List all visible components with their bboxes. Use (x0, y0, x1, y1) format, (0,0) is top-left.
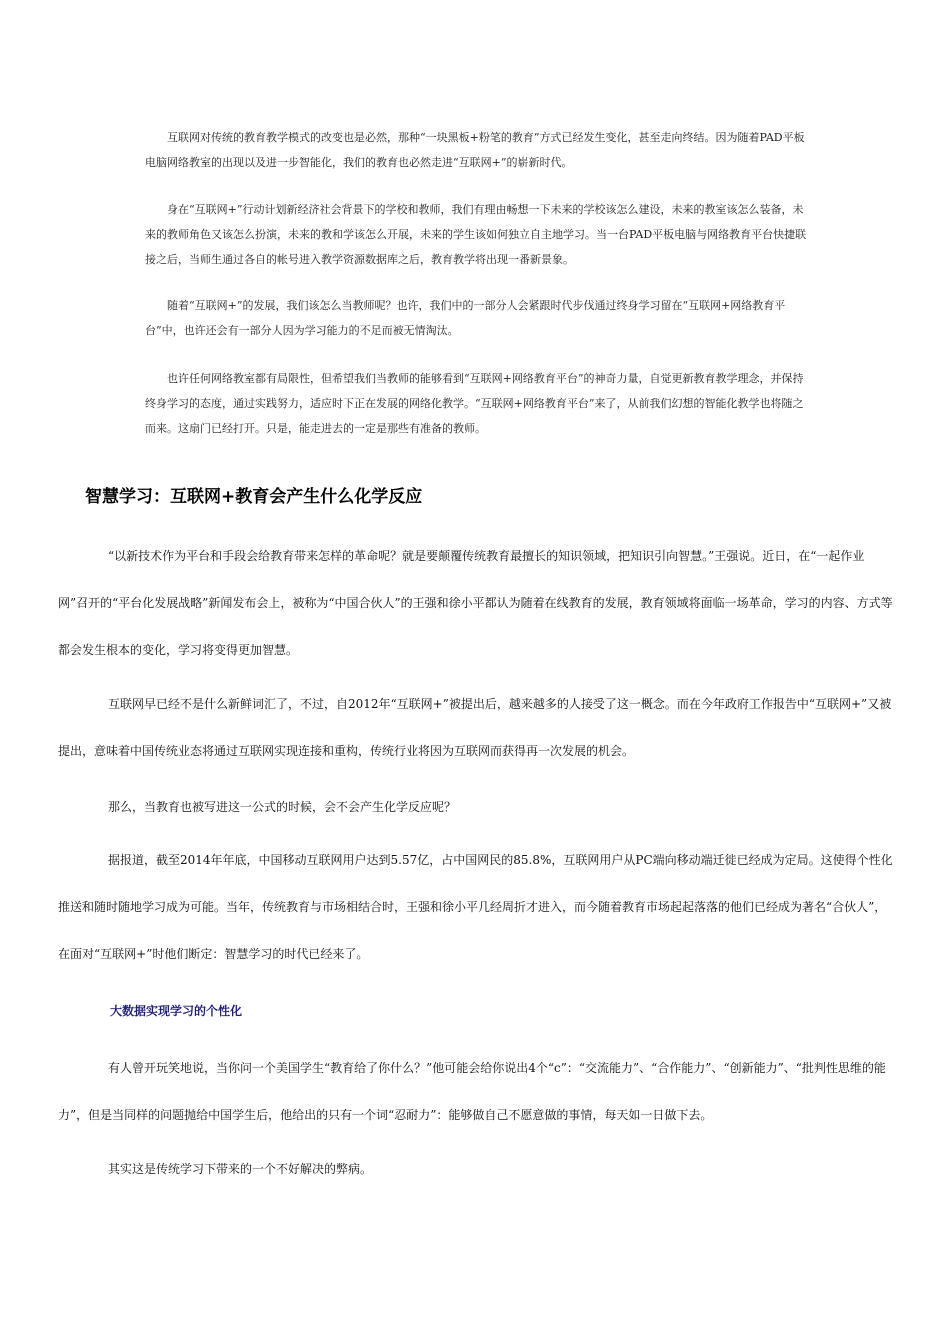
paragraph-9: 有人曾开玩笑地说，当你问一个美国学生“教育给了你什么？”他可能会给你说出4个“c”：“交流能力”、“合作能力”、“创新能力”、“批判性思维的能力”，但是当同样的问题抛给中国学生后，他给出的只有一个词“忍耐力”：能够做自己不愿意做的事情，每天如一日做下去。 (58, 1061, 886, 1122)
paragraph-8: 据报道，截至2014年年底，中国移动互联网用户达到5.57亿，占中国网民的85.8%，互联网用户从PC端向移动端迁徙已经成为定局。这使得个性化推送和随时随地学习成为可能。当年，传统教育与市场相结合时，王强和徐小平几经周折才进入，而今随着教育市场起起落落的他们已经成为著名“合伙人”，在面对“互联网+”时他们断定：智慧学习的时代已经来了。 (58, 853, 893, 961)
paragraph-4: 也许任何网络教室都有局限性，但希望我们当教师的能够看到“互联网+网络教育平台”的神奇力量，自觉更新教育教学理念，并保持终身学习的态度，通过实践努力，适应时下正在发展的网络化教学。“互联网+网络教育平台”来了，从前我们幻想的智能化教学也将随之而来。这扇门已经打开。只是，能走进去的一定是那些有准备的教师。 (145, 372, 804, 435)
paragraph-6: 互联网早已经不是什么新鲜词汇了，不过，自2012年“互联网+”被提出后，越来越多的人接受了这一概念。而在今年政府工作报告中“互联网+”又被提出，意味着中国传统业态将通过互联网实现连接和重构，传统行业将因为互联网而获得再一次发展的机会。 (58, 697, 892, 758)
paragraph-10: 其实这是传统学习下带来的一个不好解决的弊病。 (108, 1162, 373, 1176)
section-heading: 智慧学习：互联网+教育会产生什么化学反应 (85, 487, 423, 507)
sub-heading: 大数据实现学习的个性化 (110, 1004, 243, 1018)
paragraph-3: 随着“互联网+”的发展，我们该怎么当教师呢？也许，我们中的一部分人会紧跟时代步伐通过终身学习留在“互联网+网络教育平台”中，也许还会有一部分人因为学习能力的不足而被无情淘汰。 (145, 299, 786, 337)
paragraph-7: 那么，当教育也被写进这一公式的时候，会不会产生化学反应呢？ (108, 800, 457, 814)
paragraph-5: “以新技术作为平台和手段会给教育带来怎样的革命呢？就是要颠覆传统教育最擅长的知识领域，把知识引向智慧。”王强说。近日，在“一起作业网”召开的“平台化发展战略”新闻发布会上，被称为“中国合伙人”的王强和徐小平都认为随着在线教育的发展，教育领域将面临一场革命，学习的内容、方式等都会发生根本的变化，学习将变得更加智慧。 (58, 549, 893, 657)
paragraph-2: 身在“互联网+”行动计划新经济社会背景下的学校和教师，我们有理由畅想一下未来的学校该怎么建设，未来的教室该怎么装备，未来的教师角色又该怎么扮演，未来的教和学该怎么开展，未来的学生该如何独立自主地学习。当一台PAD平板电脑与网络教育平台快捷联接之后，当师生通过各自的帐号进入教学资源数据库之后，教育教学将出现一番新景象。 (145, 203, 807, 266)
paragraph-1: 互联网对传统的教育教学模式的改变也是必然，那种“一块黑板+粉笔的教育”方式已经发生变化，甚至走向终结。因为随着PAD平板电脑网络教室的出现以及进一步智能化，我们的教育也必然走进“互联网+”的崭新时代。 (145, 131, 805, 169)
